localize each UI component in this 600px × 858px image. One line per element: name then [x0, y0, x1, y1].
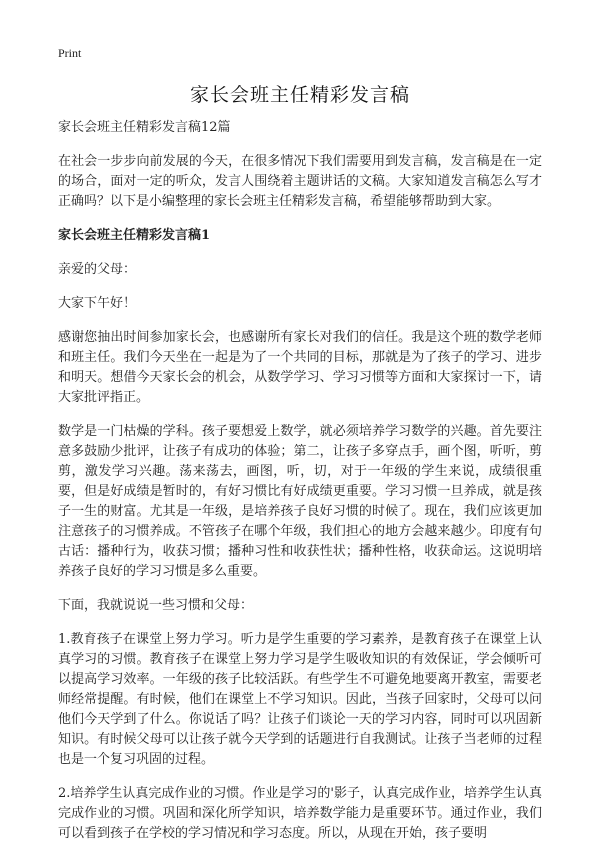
section-heading: 家长会班主任精彩发言稿1: [58, 228, 211, 243]
greeting-line: 亲爱的父母：: [58, 262, 137, 277]
page-title: 家长会班主任精彩发言稿: [189, 84, 410, 106]
afternoon-greeting: 大家下午好！: [58, 296, 137, 311]
document-subtitle: 家长会班主任精彩发言稿12篇: [58, 120, 231, 135]
intro-paragraph: 在社会一步步向前发展的今天，在很多情况下我们需要用到发言稿，发言稿是在一定的场合，面对一定的听众，发言人围绕着主题讲话的文稿。大家知道发言稿怎么写才正确吗？以下是小编整理的家长会班主任精彩发言稿，希望能够帮助到大家。: [58, 154, 542, 209]
paragraph-habits-intro: 下面，我就说说一些习惯和父母：: [58, 598, 254, 613]
print-link[interactable]: Print: [58, 46, 82, 60]
paragraph-math-interest: 数学是一门枯燥的学科。孩子要想爱上数学，就必须培养学习数学的兴趣。首先要注意多鼓励少批评，让孩子有成功的体验；第二，让孩子多穿点手，画个图，听听，剪剪，激发学习兴趣。荡来荡去，画图，听，切，对于一年级的学生来说，成绩很重要，但是好成绩是暂时的，有好习惯比有好成绩更重要。学习习惯一旦养成，就是孩子一生的财富。尤其是一年级，是培养孩子良好习惯的时候了。现在，我们应该更加注意孩子的习惯养成。不管孩子在哪个年级，我们担心的地方会越来越少。印度有句古话：播种行为，收获习惯；播种习性和收获性状；播种性格，收获命运。这说明培养孩子良好的学习习惯是多么重要。: [58, 424, 542, 579]
paragraph-habit-listening: 1.教育孩子在课堂上努力学习。听力是学生重要的学习素养，是教育孩子在课堂上认真学习的习惯。教育孩子在课堂上努力学习是学生吸收知识的有效保证，学会倾听可以提高学习效率。一年级的孩子比较活跃。有些学生不可避免地要离开教室，需要老师经常提醒。有时候，他们在课堂上不学习知识。因此，当孩子回家时，父母可以问他们今天学到了什么。你说话了吗？让孩子们谈论一天的学习内容，同时可以巩固新知识。有时候父母可以让孩子就今天学到的话题进行自我测试。让孩子当老师的过程也是一个复习巩固的过程。: [58, 632, 542, 767]
paragraph-habit-homework: 2.培养学生认真完成作业的习惯。作业是学习的'影子，认真完成作业，培养学生认真完成作业的习惯。巩固和深化所学知识，培养数学能力是重要环节。通过作业，我们可以看到孩子在学校的学习情况和学习态度。所以，从现在开始，孩子要明: [58, 786, 542, 841]
paragraph-thanks: 感谢您抽出时间参加家长会，也感谢所有家长对我们的信任。我是这个班的数学老师和班主任。我们今天坐在一起是为了一个共同的目标，那就是为了孩子的学习、进步和明天。想借今天家长会的机会，从数学学习、学习习惯等方面和大家探讨一下，请大家批评指正。: [58, 330, 542, 405]
document-body: [58, 118, 542, 858]
